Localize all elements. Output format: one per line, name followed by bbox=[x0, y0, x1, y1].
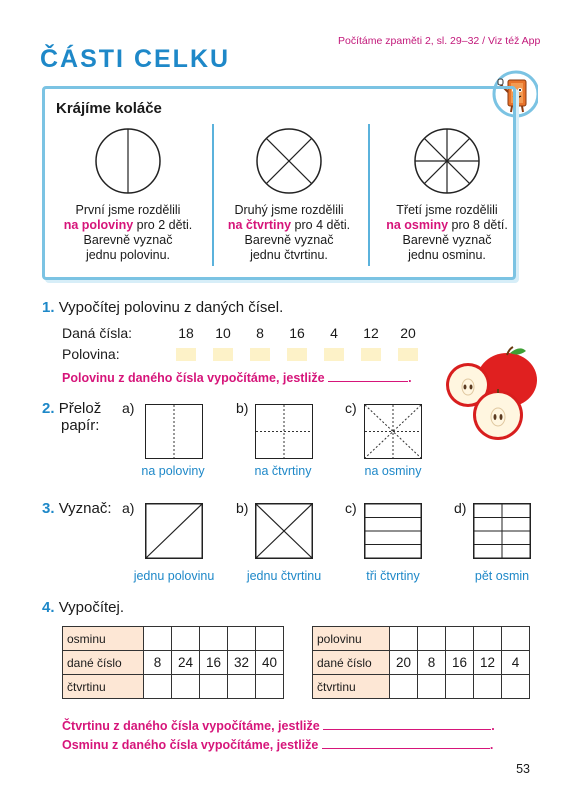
given-number: 10 bbox=[215, 325, 231, 341]
rule-sentence bbox=[62, 719, 495, 733]
half-label: Polovina: bbox=[62, 346, 120, 362]
exercise-task: Vypočítej. bbox=[58, 599, 124, 616]
answer-field[interactable] bbox=[361, 348, 381, 361]
answer-field[interactable] bbox=[213, 348, 233, 361]
table-row bbox=[313, 651, 530, 675]
value-cell: 16 bbox=[446, 651, 474, 675]
intro-title: Krájíme koláče bbox=[56, 100, 162, 117]
pie-caption-line: Barevně vyznač bbox=[244, 233, 334, 247]
rule-end: . bbox=[491, 719, 495, 733]
exercise-number: 4. bbox=[42, 599, 55, 616]
given-numbers-label: Daná čísla: bbox=[62, 325, 133, 341]
exercise-4-heading bbox=[42, 599, 124, 616]
item-letter: d) bbox=[454, 500, 467, 516]
answer-cell[interactable] bbox=[502, 675, 530, 699]
page-number: 53 bbox=[516, 762, 530, 776]
paper-fold-halves[interactable] bbox=[145, 404, 203, 459]
pie-caption-line: jednu čtvrtinu. bbox=[250, 248, 328, 262]
answer-cell[interactable] bbox=[502, 627, 530, 651]
given-number: 4 bbox=[330, 325, 338, 341]
answer-cell[interactable] bbox=[228, 675, 256, 699]
exercise-task: Vyznač: bbox=[58, 500, 112, 517]
pie-caption-line: První jsme rozdělili bbox=[75, 203, 181, 217]
rule-sentence bbox=[62, 371, 412, 385]
pie-caption-highlight: na poloviny bbox=[63, 218, 134, 232]
pie-caption-highlight: na čtvrtiny bbox=[227, 218, 292, 232]
table-row bbox=[313, 675, 530, 699]
value-cell: 12 bbox=[474, 651, 502, 675]
value-cell: 32 bbox=[228, 651, 256, 675]
value-cell: 8 bbox=[418, 651, 446, 675]
exercise-3-heading bbox=[42, 500, 112, 517]
answer-cell[interactable] bbox=[200, 627, 228, 651]
pie-caption bbox=[214, 203, 364, 263]
value-cell: 4 bbox=[502, 651, 530, 675]
item-caption: jednu polovinu bbox=[133, 569, 215, 583]
row-label: osminu bbox=[63, 627, 144, 651]
pie-caption-rest: pro 4 děti. bbox=[291, 218, 351, 232]
rule-answer-line[interactable] bbox=[322, 748, 490, 749]
table-halves bbox=[312, 626, 530, 699]
row-label: polovinu bbox=[313, 627, 390, 651]
rule-text: Čtvrtinu z daného čísla vypočítáme, jestliže bbox=[62, 719, 320, 733]
exercise-task: Vypočítej polovinu z daných čísel. bbox=[58, 299, 284, 316]
answer-cell[interactable] bbox=[200, 675, 228, 699]
answer-cell[interactable] bbox=[418, 627, 446, 651]
row-label: dané číslo bbox=[313, 651, 390, 675]
pie-caption-line: Druhý jsme rozdělili bbox=[234, 203, 344, 217]
answer-cell[interactable] bbox=[446, 627, 474, 651]
answer-field[interactable] bbox=[176, 348, 196, 361]
pie-caption-rest: pro 2 děti. bbox=[133, 218, 193, 232]
table-row bbox=[63, 675, 284, 699]
answer-field[interactable] bbox=[324, 348, 344, 361]
pie-caption-line: jednu osminu. bbox=[408, 248, 486, 262]
exercise-task: Přelož bbox=[58, 400, 102, 417]
value-cell: 16 bbox=[200, 651, 228, 675]
rule-end: . bbox=[489, 738, 494, 752]
pie-caption-line: Třetí jsme rozdělili bbox=[396, 203, 498, 217]
pie-caption-line: Barevně vyznač bbox=[402, 233, 492, 247]
answer-cell[interactable] bbox=[172, 627, 200, 651]
given-number: 8 bbox=[256, 325, 264, 341]
item-caption: na osminy bbox=[364, 464, 422, 478]
table-row bbox=[313, 627, 530, 651]
item-letter: c) bbox=[345, 400, 357, 416]
exercise-1-heading bbox=[42, 299, 283, 316]
pie-caption-line: jednu polovinu. bbox=[85, 248, 171, 262]
exercise-task-line2: papír: bbox=[61, 417, 100, 434]
answer-cell[interactable] bbox=[418, 675, 446, 699]
answer-cell[interactable] bbox=[474, 627, 502, 651]
rect-eight-cells[interactable] bbox=[473, 503, 531, 559]
page-title: ČÁSTI CELKU bbox=[40, 45, 231, 73]
answer-cell[interactable] bbox=[390, 627, 418, 651]
pie-caption-rest: pro 8 dětí. bbox=[448, 218, 508, 232]
paper-fold-eighths[interactable] bbox=[364, 404, 422, 459]
row-label: čtvrtinu bbox=[313, 675, 390, 699]
column-divider bbox=[368, 124, 370, 266]
item-caption: na čtvrtiny bbox=[254, 464, 312, 478]
rect-four-strips[interactable] bbox=[364, 503, 422, 559]
item-letter: a) bbox=[122, 400, 135, 416]
answer-field[interactable] bbox=[398, 348, 418, 361]
answer-cell[interactable] bbox=[390, 675, 418, 699]
given-number: 16 bbox=[289, 325, 305, 341]
item-caption: na poloviny bbox=[141, 464, 205, 478]
rule-sentence bbox=[62, 738, 493, 752]
answer-cell[interactable] bbox=[144, 627, 172, 651]
item-caption: pět osmin bbox=[474, 569, 530, 583]
row-label: dané číslo bbox=[63, 651, 144, 675]
pie-eighths[interactable] bbox=[412, 126, 482, 196]
pie-halves[interactable] bbox=[93, 126, 163, 196]
exercise-number: 1. bbox=[42, 299, 55, 316]
answer-cell[interactable] bbox=[228, 627, 256, 651]
pie-caption bbox=[53, 203, 203, 263]
item-caption: tři čtvrtiny bbox=[366, 569, 420, 583]
table-row bbox=[63, 627, 284, 651]
value-cell: 8 bbox=[144, 651, 172, 675]
item-caption: jednu čtvrtinu bbox=[246, 569, 322, 583]
item-letter: b) bbox=[236, 400, 249, 416]
exercise-2-heading bbox=[42, 400, 101, 417]
answer-cell[interactable] bbox=[256, 675, 284, 699]
rule-text: Polovinu z daného čísla vypočítáme, jestliže bbox=[62, 371, 325, 385]
value-cell: 40 bbox=[256, 651, 284, 675]
answer-cell[interactable] bbox=[474, 675, 502, 699]
given-number: 12 bbox=[363, 325, 379, 341]
table-row bbox=[63, 651, 284, 675]
answer-cell[interactable] bbox=[446, 675, 474, 699]
pie-caption-line: Barevně vyznač bbox=[83, 233, 173, 247]
value-cell: 24 bbox=[172, 651, 200, 675]
square-quarters[interactable] bbox=[255, 503, 313, 559]
value-cell: 20 bbox=[390, 651, 418, 675]
rule-answer-line[interactable] bbox=[323, 729, 491, 730]
answer-cell[interactable] bbox=[256, 627, 284, 651]
item-letter: b) bbox=[236, 500, 249, 516]
source-reference: Počítáme zpaměti 2, sl. 29–32 / Viz též App bbox=[338, 35, 541, 47]
exercise-number: 2. bbox=[42, 400, 55, 417]
answer-field[interactable] bbox=[250, 348, 270, 361]
paper-fold-quarters[interactable] bbox=[255, 404, 313, 459]
pie-quarters[interactable] bbox=[254, 126, 324, 196]
pie-caption bbox=[372, 203, 522, 263]
apple-illustration bbox=[440, 345, 545, 445]
item-letter: c) bbox=[345, 500, 357, 516]
square-halves[interactable] bbox=[145, 503, 203, 559]
row-label: čtvrtinu bbox=[63, 675, 144, 699]
item-letter: a) bbox=[122, 500, 135, 516]
exercise-number: 3. bbox=[42, 500, 55, 517]
rule-text: Osminu z daného čísla vypočítáme, jestliže bbox=[62, 738, 319, 752]
rule-end: . bbox=[408, 371, 412, 385]
given-number: 18 bbox=[178, 325, 194, 341]
table-eighths bbox=[62, 626, 284, 699]
answer-field[interactable] bbox=[287, 348, 307, 361]
answer-cell[interactable] bbox=[172, 675, 200, 699]
given-number: 20 bbox=[400, 325, 416, 341]
rule-answer-line[interactable] bbox=[328, 381, 408, 382]
pie-caption-highlight: na osminy bbox=[386, 218, 449, 232]
answer-cell[interactable] bbox=[144, 675, 172, 699]
